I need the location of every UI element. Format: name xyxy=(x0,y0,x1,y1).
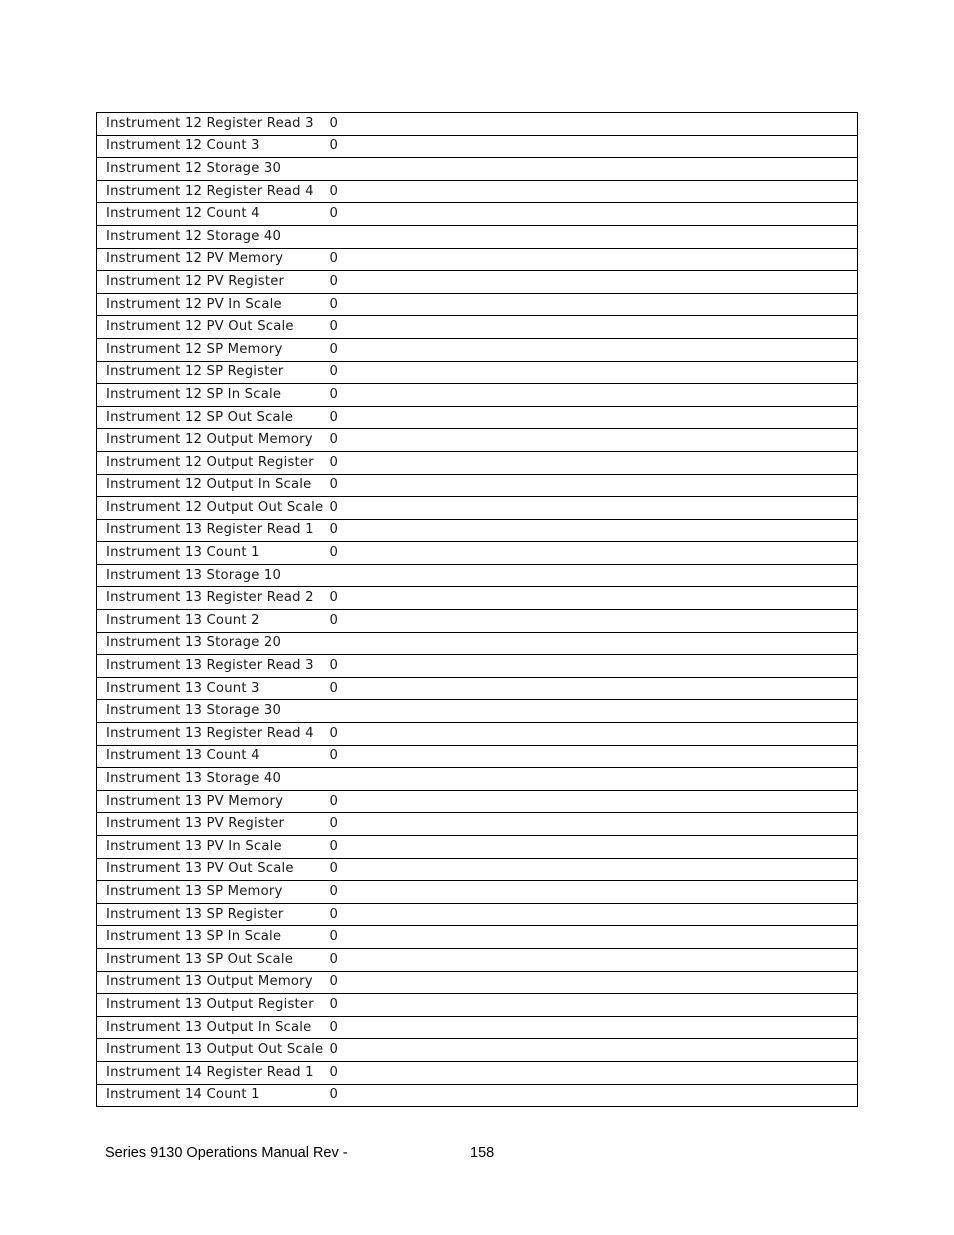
table-row xyxy=(97,745,858,768)
parameter-label: Instrument 13 SP Memory xyxy=(97,881,330,904)
table-row xyxy=(97,1084,858,1107)
parameter-value: 0 xyxy=(330,519,858,542)
table-row xyxy=(97,564,858,587)
table-row xyxy=(97,180,858,203)
parameter-label: Instrument 13 SP Register xyxy=(97,903,330,926)
parameter-label: Instrument 12 Count 3 xyxy=(97,135,330,158)
parameter-label: Instrument 13 Count 4 xyxy=(97,745,330,768)
table-row xyxy=(97,700,858,723)
table-row xyxy=(97,451,858,474)
table-row xyxy=(97,203,858,226)
parameter-value xyxy=(330,768,858,791)
parameter-value: 0 xyxy=(330,429,858,452)
parameter-value: 0 xyxy=(330,113,858,136)
parameter-value: 0 xyxy=(330,903,858,926)
table-row xyxy=(97,406,858,429)
table-row xyxy=(97,158,858,181)
table-row xyxy=(97,338,858,361)
parameter-label: Instrument 12 SP In Scale xyxy=(97,384,330,407)
parameter-value xyxy=(330,700,858,723)
parameter-label: Instrument 12 Output Register xyxy=(97,451,330,474)
table-row xyxy=(97,429,858,452)
parameter-label: Instrument 12 Register Read 4 xyxy=(97,180,330,203)
parameter-value: 0 xyxy=(330,338,858,361)
parameter-value: 0 xyxy=(330,361,858,384)
parameter-value xyxy=(330,225,858,248)
table-row xyxy=(97,632,858,655)
parameter-label: Instrument 12 Count 4 xyxy=(97,203,330,226)
parameter-table xyxy=(96,112,858,1107)
parameter-value: 0 xyxy=(330,1061,858,1084)
table-row xyxy=(97,858,858,881)
parameter-label: Instrument 13 PV Memory xyxy=(97,790,330,813)
parameter-value: 0 xyxy=(330,723,858,746)
parameter-value: 0 xyxy=(330,677,858,700)
parameter-label: Instrument 13 PV In Scale xyxy=(97,836,330,859)
table-row xyxy=(97,881,858,904)
parameter-value: 0 xyxy=(330,316,858,339)
parameter-label: Instrument 13 Output In Scale xyxy=(97,1016,330,1039)
table-row xyxy=(97,1039,858,1062)
parameter-value: 0 xyxy=(330,836,858,859)
parameter-value: 0 xyxy=(330,1039,858,1062)
parameter-value: 0 xyxy=(330,858,858,881)
parameter-label: Instrument 13 Output Memory xyxy=(97,971,330,994)
parameter-label: Instrument 13 Count 3 xyxy=(97,677,330,700)
parameter-value: 0 xyxy=(330,971,858,994)
footer-page-number: 158 xyxy=(470,1145,495,1161)
table-row xyxy=(97,293,858,316)
parameter-value: 0 xyxy=(330,384,858,407)
table-row xyxy=(97,1061,858,1084)
parameter-value: 0 xyxy=(330,926,858,949)
parameter-value: 0 xyxy=(330,451,858,474)
table-row xyxy=(97,971,858,994)
parameter-value xyxy=(330,632,858,655)
parameter-label: Instrument 14 Register Read 1 xyxy=(97,1061,330,1084)
parameter-label: Instrument 13 Count 2 xyxy=(97,610,330,633)
table-row xyxy=(97,384,858,407)
parameter-value: 0 xyxy=(330,881,858,904)
table-row xyxy=(97,113,858,136)
parameter-label: Instrument 12 Storage 40 xyxy=(97,225,330,248)
parameter-label: Instrument 13 SP In Scale xyxy=(97,926,330,949)
table-row xyxy=(97,225,858,248)
parameter-label: Instrument 12 PV Memory xyxy=(97,248,330,271)
parameter-label: Instrument 13 Register Read 2 xyxy=(97,587,330,610)
parameter-label: Instrument 12 Register Read 3 xyxy=(97,113,330,136)
parameter-label: Instrument 12 Output Out Scale xyxy=(97,497,330,520)
parameter-table-body xyxy=(97,113,858,1107)
table-row xyxy=(97,903,858,926)
table-row xyxy=(97,768,858,791)
parameter-label: Instrument 13 PV Out Scale xyxy=(97,858,330,881)
parameter-value: 0 xyxy=(330,203,858,226)
table-row xyxy=(97,790,858,813)
table-row xyxy=(97,497,858,520)
parameter-label: Instrument 13 SP Out Scale xyxy=(97,948,330,971)
parameter-label: Instrument 12 PV Out Scale xyxy=(97,316,330,339)
parameter-value: 0 xyxy=(330,655,858,678)
table-row xyxy=(97,361,858,384)
table-row xyxy=(97,587,858,610)
table-row xyxy=(97,135,858,158)
table-row xyxy=(97,248,858,271)
table-row xyxy=(97,474,858,497)
parameter-label: Instrument 13 Register Read 4 xyxy=(97,723,330,746)
table-row xyxy=(97,610,858,633)
table-row xyxy=(97,836,858,859)
parameter-value: 0 xyxy=(330,813,858,836)
parameter-label: Instrument 12 Output In Scale xyxy=(97,474,330,497)
table-row xyxy=(97,677,858,700)
parameter-value xyxy=(330,158,858,181)
table-row xyxy=(97,316,858,339)
table-row xyxy=(97,519,858,542)
parameter-value: 0 xyxy=(330,610,858,633)
parameter-label: Instrument 13 Storage 20 xyxy=(97,632,330,655)
parameter-value: 0 xyxy=(330,1084,858,1107)
parameter-value: 0 xyxy=(330,474,858,497)
table-row xyxy=(97,1016,858,1039)
parameter-value: 0 xyxy=(330,180,858,203)
parameter-label: Instrument 12 SP Out Scale xyxy=(97,406,330,429)
parameter-label: Instrument 13 Count 1 xyxy=(97,542,330,565)
table-row xyxy=(97,948,858,971)
parameter-label: Instrument 13 Output Register xyxy=(97,994,330,1017)
parameter-label: Instrument 13 Storage 40 xyxy=(97,768,330,791)
parameter-value: 0 xyxy=(330,948,858,971)
table-row xyxy=(97,271,858,294)
parameter-value: 0 xyxy=(330,542,858,565)
parameter-label: Instrument 12 PV In Scale xyxy=(97,293,330,316)
table-row xyxy=(97,723,858,746)
table-row xyxy=(97,655,858,678)
parameter-label: Instrument 13 Register Read 3 xyxy=(97,655,330,678)
parameter-label: Instrument 14 Count 1 xyxy=(97,1084,330,1107)
parameter-label: Instrument 12 SP Memory xyxy=(97,338,330,361)
parameter-label: Instrument 13 Storage 10 xyxy=(97,564,330,587)
parameter-value: 0 xyxy=(330,406,858,429)
table-row xyxy=(97,813,858,836)
parameter-value: 0 xyxy=(330,745,858,768)
parameter-label: Instrument 13 Register Read 1 xyxy=(97,519,330,542)
parameter-value: 0 xyxy=(330,135,858,158)
parameter-label: Instrument 12 SP Register xyxy=(97,361,330,384)
table-row xyxy=(97,926,858,949)
parameter-value: 0 xyxy=(330,1016,858,1039)
parameter-value: 0 xyxy=(330,994,858,1017)
parameter-label: Instrument 12 PV Register xyxy=(97,271,330,294)
parameter-value: 0 xyxy=(330,790,858,813)
table-row xyxy=(97,994,858,1017)
parameter-label: Instrument 13 PV Register xyxy=(97,813,330,836)
parameter-value xyxy=(330,564,858,587)
parameter-value: 0 xyxy=(330,271,858,294)
parameter-label: Instrument 13 Storage 30 xyxy=(97,700,330,723)
table-row xyxy=(97,542,858,565)
parameter-value: 0 xyxy=(330,293,858,316)
parameter-label: Instrument 12 Output Memory xyxy=(97,429,330,452)
footer-manual-title: Series 9130 Operations Manual Rev - xyxy=(105,1145,348,1161)
parameter-value: 0 xyxy=(330,248,858,271)
parameter-label: Instrument 13 Output Out Scale xyxy=(97,1039,330,1062)
parameter-value: 0 xyxy=(330,587,858,610)
parameter-value: 0 xyxy=(330,497,858,520)
parameter-label: Instrument 12 Storage 30 xyxy=(97,158,330,181)
